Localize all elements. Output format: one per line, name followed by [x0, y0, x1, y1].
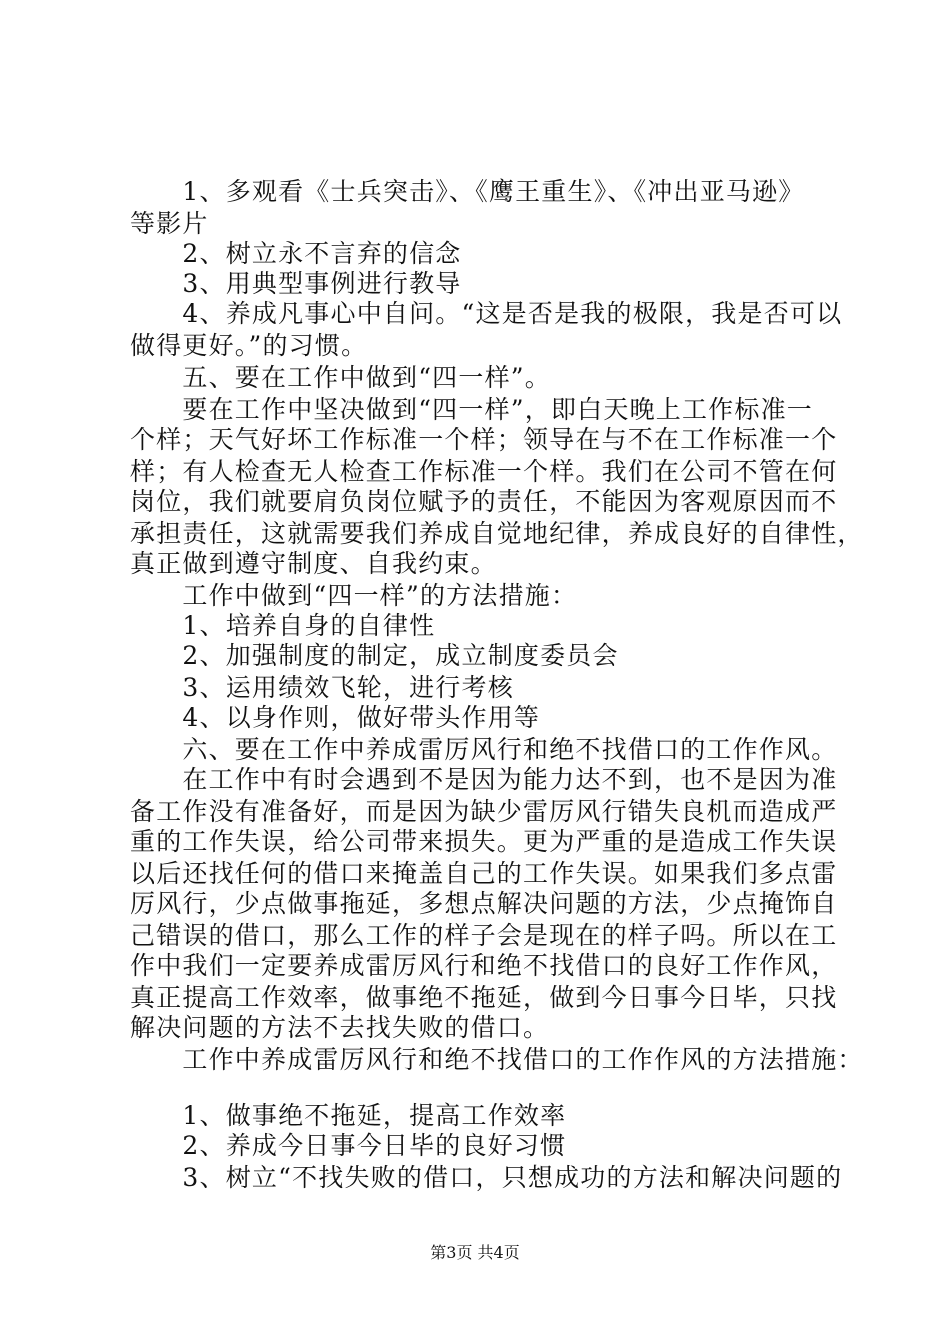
- body-text-line: 作中我们一定要养成雷厉风行和绝不找借口的良好工作作风，: [130, 951, 838, 980]
- list-item: 4、以身作则，做好带头作用等: [130, 703, 541, 732]
- body-text-line: 重的工作失误，给公司带来损失。更为严重的是造成工作失误: [130, 827, 838, 856]
- list-item: 2、加强制度的制定，成立制度委员会: [130, 641, 619, 670]
- body-text-line: 个样；天气好坏工作标准一个样；领导在与不在工作标准一个: [130, 425, 838, 454]
- body-text-line: 岗位，我们就要肩负岗位赋予的责任，不能因为客观原因而不: [130, 487, 838, 516]
- section-heading: 六、要在工作中养成雷厉风行和绝不找借口的工作作风。: [130, 735, 838, 764]
- section-heading: 五、要在工作中做到“四一样”。: [130, 363, 551, 392]
- page-number-footer: 第3页 共4页: [430, 1243, 520, 1262]
- body-text-line: 要在工作中坚决做到“四一样”，即白天晚上工作标准一: [130, 395, 813, 424]
- body-text-line: 4、养成凡事心中自问。“这是否是我的极限，我是否可以: [130, 299, 843, 328]
- body-text-line: 以后还找任何的借口来掩盖自己的工作失误。如果我们多点雷: [130, 859, 838, 888]
- body-text-line: 1、多观看《士兵突击》、《鹰王重生》、《冲出亚马逊》: [130, 177, 805, 206]
- body-text-line: 解决问题的方法不去找失败的借口。: [130, 1013, 550, 1042]
- body-text-line: 工作中养成雷厉风行和绝不找借口的工作作风的方法措施：: [130, 1045, 864, 1074]
- body-text-line: 真正做到遵守制度、自我约束。: [130, 549, 497, 578]
- body-text-line: 工作中做到“四一样”的方法措施：: [130, 581, 578, 610]
- list-item: 1、做事绝不拖延，提高工作效率: [130, 1101, 567, 1130]
- body-text-line: 己错误的借口，那么工作的样子会是现在的样子吗。所以在工: [130, 921, 838, 950]
- list-item: 1、培养自身的自律性: [130, 611, 436, 640]
- body-text-line: 备工作没有准备好，而是因为缺少雷厉风行错失良机而造成严: [130, 797, 838, 826]
- body-text-line: 在工作中有时会遇到不是因为能力达不到，也不是因为准: [130, 765, 838, 794]
- body-text-line: 样；有人检查无人检查工作标准一个样。我们在公司不管在何: [130, 457, 838, 486]
- list-item: 3、树立“不找失败的借口，只想成功的方法和解决问题的: [130, 1163, 843, 1192]
- body-text-line: 3、用典型事例进行教导: [130, 269, 462, 298]
- list-item: 2、养成今日事今日毕的良好习惯: [130, 1131, 567, 1160]
- body-text-line: 承担责任，这就需要我们养成自觉地纪律，养成良好的自律性，: [130, 519, 864, 548]
- body-text-line: 做得更好。”的习惯。: [130, 331, 368, 360]
- list-item: 3、运用绩效飞轮，进行考核: [130, 673, 514, 702]
- body-text-line: 2、树立永不言弃的信念: [130, 239, 462, 268]
- body-text-line: 等影片: [130, 209, 209, 238]
- body-text-line: 厉风行，少点做事拖延，多想点解决问题的方法，少点掩饰自: [130, 889, 838, 918]
- body-text-line: 真正提高工作效率，做事绝不拖延，做到今日事今日毕，只找: [130, 983, 838, 1012]
